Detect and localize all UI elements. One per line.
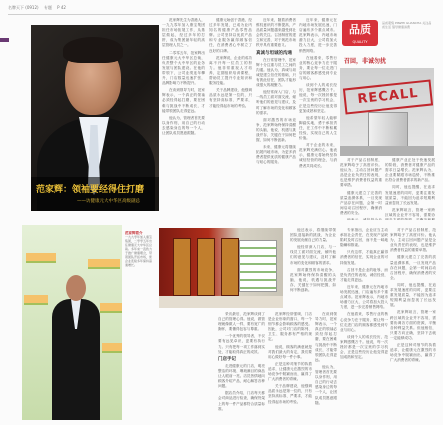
recall-stamp: RECALL	[343, 79, 433, 114]
store-photo	[159, 228, 283, 308]
caption-subtitle: ——访健康元大中华区高级副总	[77, 199, 140, 204]
paragraph: 走进健康元的门店，明亮整洁的环境、琳琅满目的商品让人眼前一亮。店员热情地向顾客介绍产品，耐心解答各种问题。	[218, 363, 265, 389]
text-column-4	[299, 18, 337, 218]
quality-logo	[342, 20, 378, 46]
portrait-caption	[31, 177, 159, 211]
text-column-5	[385, 158, 435, 220]
logo-side-text: 品质观察 PINZHI GUANCHA 关注品质生活 倡导健康消费	[382, 21, 432, 29]
paragraph: 健康产业正处于快速发展的阶段，消费者对健康产品的需求日益增长。范家辉认为，企业要紧跟市场趋势，不断推出符合消费者需求的新产品。	[385, 158, 435, 183]
paragraph: 只有这样，才能真正赢得消费者的信任，实现企业的可持续发展。	[340, 250, 388, 265]
text-column-7	[218, 312, 265, 420]
paragraph: 未来，健康元将继续拓展内地市场，为更多消费者提供优质的健康产品与贴心的服务。	[256, 145, 296, 165]
person-figure	[52, 275, 100, 420]
paragraph: 他希望年轻人能够脚踏实地，勇于承担责任，在工作中不断积累经验，实现自己的人生价值。	[299, 115, 337, 141]
recall-can-shape	[368, 112, 408, 156]
text-column-11	[290, 228, 336, 308]
hair-shape	[63, 37, 123, 63]
paragraph: 谈到个人的成长经历，范家辉感慨万千。他说，每一次挫折都是一次宝贵的学习机会，正是这些经历让他变得更加成熟和坚定。	[340, 334, 388, 360]
paragraph: 一个优秀的领导者，不仅要有远见卓识，更要有执行力。只有把每一项工作落到实处，才能取得真正的成效。	[218, 334, 265, 354]
shelf-shape	[24, 295, 48, 305]
shelf-shape	[88, 259, 120, 269]
paragraph: 健康元建立了完善的质量追溯体系，一旦发现产品存在问题，会第一时间启动召回程序，确保消费者的安全。	[390, 255, 436, 280]
paragraph: 专家指出，企业应当主动承担社会责任，在发现产品缺陷时及时召回，而不是一味地隐瞒和推诿。	[340, 228, 388, 248]
logo-sub: QUALITY	[352, 40, 368, 44]
paragraph: 他经常深入门店，与一线员工面对面交流，倾听他们的意见与建议，及时了解市场的变化和顾客的需求。	[256, 90, 296, 115]
paragraph: 在他看来，零售行业的核心竞争力在于服务，要让每一位走进门店的顾客都感受到专业与用心。	[299, 55, 337, 81]
paragraph: 健康元始创于香港，经过多年发展，已成为业内知名的健康产品零售品牌。公司坚持以优质产品和专业服务赢得顾客信任，在消费者心中树立了良好的口碑。	[209, 18, 252, 53]
paragraph: 近年来，健康元在内地市场发展迅速，门店遍布多个重点城市。范家辉表示，内地市场潜力巨大，公司将加大投入力度，进一步完善销售网络。	[340, 284, 388, 310]
paragraph: 召回不是企业的耻辱，而是负责任的表现。诚信经营，才能走得更远。	[340, 267, 388, 282]
section-heading: 门店手记	[218, 356, 236, 362]
text-column-8	[268, 312, 312, 420]
photo-caption-head: 范家辉简介	[125, 231, 143, 235]
shelf-shape	[102, 343, 122, 353]
paragraph: 同时，他也提醒，在追求发展速度的同时，更要注重发展质量，不能因为追求短期利益而忽视了长远发展。	[385, 185, 435, 205]
section-quote: 召回，非诚勿扰	[344, 58, 387, 65]
paragraph: 在谈到领导力时，范家辉表示，一个真正的领袖必须经得起打磨，要在困难与挑战中不断成长，才能带领团队走得更远。	[162, 88, 205, 113]
text-column-3	[256, 18, 296, 218]
section-heading: 真诚与坦诚的沟通	[256, 50, 292, 56]
shop-photo	[22, 225, 122, 420]
paragraph: 健康元建立了完善的质量追溯体系，一旦发现产品存在问题，会第一时间启动召回程序，确保消费者的安全。	[340, 190, 382, 215]
paragraph: 在谈到领导力时，范家辉表示，一个真正的领袖必须经得起打磨，要在困难与挑战中不断成长，才能带领团队走得更远。	[315, 312, 337, 362]
text-column-1	[162, 18, 205, 218]
running-header	[8, 5, 178, 14]
paragraph: 范家辉先生为香港人，一九九零年加入康宝集团担任市场拓展工作，从基层做起，经过多年的打拼，成为集团最年轻的高层管理人员之一。	[162, 18, 205, 48]
text-column-2	[209, 18, 252, 218]
photo-caption	[125, 231, 152, 309]
paragraph: 他认为，管理者首先要以身作则，用自己的行动去感染身边的每一个人，让团队成员愿意跟随。	[315, 364, 337, 405]
caption-name: 范家辉	[36, 185, 64, 195]
paragraph: 他经常深入门店，与一线员工面对面交流，倾听他们的意见与建议，及时了解市场的变化和顾客的需求。	[290, 245, 336, 265]
paragraph: 关于品牌建设，他强调品质永远是第一位的，只有坚持高标准、严要求，才能经得起市场的考验。	[209, 88, 252, 108]
paragraph: 他还表示，将继续带领团队迎接新的挑战，为企业的发展贡献自己的力量。	[290, 228, 336, 243]
paragraph: 正是这种对细节的执着追求，让健康元在激烈的市场竞争中脱颖而出，赢得了广大消费者的青睐。	[390, 342, 436, 363]
paragraph: 面对激烈的市场竞争，范家辉始终保持清醒的头脑，他说，机遇与挑战并存，关键在于如何把握，如何不断创新。	[290, 267, 336, 293]
text-column-6	[340, 158, 382, 220]
header-item: P 42	[57, 5, 66, 10]
text-column-12	[315, 312, 337, 420]
paragraph: 他认为，管理者首先要以身作则，用自己的行动去感染身边的每一个人，让团队成员愿意跟随。	[162, 115, 205, 135]
paragraph: 谈到个人的成长经历，范家辉感慨万千。他说，每一次挫折都是一次宝贵的学习机会，正是这些经历让他变得更加成熟和坚定。	[299, 83, 337, 113]
paragraph: 对于产品召回制度，范家辉给予了高度评价。他认为，主动召回问题产品是企业负责任的表现，也是维护消费者权益的重要举措。	[390, 228, 436, 253]
text-column-9	[340, 228, 388, 420]
paragraph: 正是这种对细节的执着追求，让健康元在激烈的市场竞争中脱颖而出，赢得了广大消费者的青睐。	[268, 361, 312, 382]
paragraph: 在他看来，零售行业的核心竞争力在于服务，要让每一位走进门店的顾客都感受到专业与用心。	[340, 312, 388, 332]
paragraph: 据店员介绍，门店每天都会对商品进行检查，确保货架上的每一件产品都符合质量标准。	[218, 391, 265, 411]
header-rule	[8, 14, 338, 15]
header-item: 专题	[43, 5, 52, 10]
paragraph: 对于企业的未来，范家辉充满信心。他表示，健康元将始终坚持诚信经营的理念，与消费者共同成长。	[299, 143, 337, 168]
paragraph: 关于品牌建设，他强调品质永远是第一位的，只有坚持高标准、严要求，才能经得起市场的考验。	[268, 384, 312, 404]
paragraph: 面对激烈的市场竞争，范家辉始终保持清醒的头脑，他说，机遇与挑战并存，关键在于如何把握，如何不断创新。	[256, 117, 296, 143]
paragraph: 在日常管理中，范家辉十分注重与员工之间的沟通。他认为，真诚与坦诚是建立信任的基础，只有彼此信任，团队才能形成强大的凝聚力。	[256, 57, 296, 88]
paragraph: 范家辉坦言，管理一家跨区域的企业并不容易，需要协	[385, 207, 435, 217]
edge-marker	[0, 38, 9, 42]
shelf-shape	[26, 253, 56, 263]
caption-title: ：领袖要经得住打磨	[63, 185, 145, 195]
paragraph: 范家辉说，企业的成功离不开每一位员工的努力。他非常重视人才培养，定期组织培训课程，帮助员工提升专业知识和服务技能。	[209, 55, 252, 86]
shelf-shape	[100, 303, 122, 313]
paragraph	[340, 218, 382, 220]
header-item: 名牌天下 (0912)	[8, 5, 39, 10]
portrait-photo	[31, 25, 159, 211]
paragraph: 他说，顾客的满意就是对我们最大的肯定，我们要用心做好每一件小事。	[268, 344, 312, 359]
photo-caption-body: 一九九零年加入康宝集团，二零零五年出任健康元大中华区总裁。多年来一直致力于推广健康理念，带领团队开拓市场，使企业连续多年保持高速增长。	[125, 235, 152, 267]
text-column-10	[390, 228, 436, 420]
paragraph: 对于产品召回制度，范家辉给予了高度评价。他认为，主动召回问题产品是企业负责任的表现，也是维护消费者权益的重要举措。	[340, 158, 382, 188]
paragraph: 二零零五年，范家辉出任健康元大中华区总裁，负责整个大中华区的业务发展与团队建设。在他的带领下，公司业绩连年攀升，门店数量迅速扩张，品牌影响力不断提升。	[162, 50, 205, 86]
paragraph: 同时，他也提醒，在追求发展速度的同时，更要注重发展质量，不能因为追求短期利益而忽视了长远发展。	[390, 282, 436, 308]
paragraph: 近年来，健康元在内地市场发展迅速，门店遍布多个重点城市。范家辉表示，内地市场潜力巨大，公司将加大投入力度，进一步完善销售网络。	[299, 18, 337, 53]
paragraph: 近年来，随着消费者维权意识的不断提高，产品质量问题越来越受到社会的关注。召回制度的建立和完善，对于规范市场秩序具有重要意义。	[256, 18, 296, 48]
paragraph: 范家辉坦言，管理一家跨区域的企业并不容易，需要协调各方面的资源，平衡各种利益关系。但他相信，只要方向正确，坚持下去就一定能够成功。	[390, 310, 436, 340]
logo-mark: 品质	[349, 23, 371, 36]
paragraph: 采访最后，范家辉谈到了自己的管理心得。他说，做管理就像做人一样，要有宽广的胸怀，要懂得包容与尊重。	[218, 312, 265, 332]
recall-image	[340, 68, 434, 156]
paragraph: 范家辉经常强调，门店是企业形象的窗口，每一个细节都会影响顾客的感受。因此，公司对门店的陈列、卫生、服务都有严格的规定。	[268, 312, 312, 342]
